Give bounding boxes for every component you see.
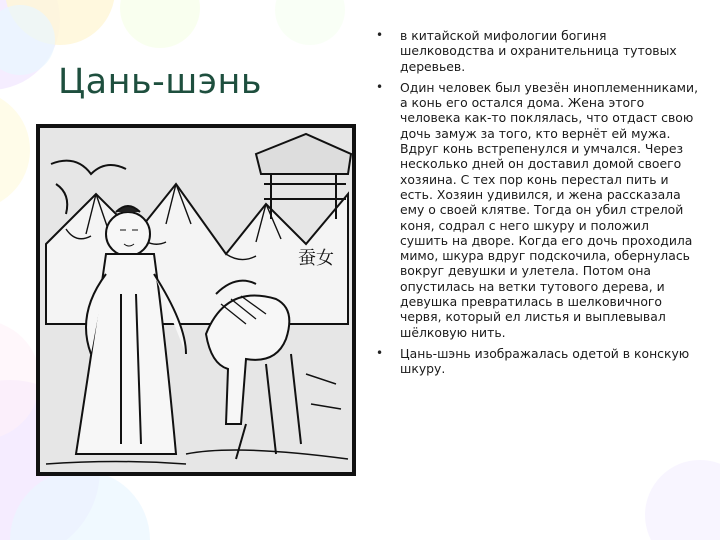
image-caption-glyphs: 蚕女 bbox=[298, 248, 334, 269]
bullet-icon: • bbox=[376, 345, 384, 360]
bullet-text-3: Цань-шэнь изображалась одетой в конскую шкуру. bbox=[400, 345, 690, 377]
bullet-item-1 bbox=[370, 28, 700, 74]
bullet-text-2: Один человек был увезён иноплеменниками, а конь его остался дома. Жена этого человека как-то поклялась, что отдаст свою дочь замуж за того, кто вернёт ей мужа. Вдруг конь встрепенулся и умчался. Через несколько дней он доставил домой своего хозяина. С тех пор конь перестал пить и есть. Хозяин удивился, и жена рассказала ему о своей клятве. Тогда он убил стрелой коня, содрал с него шкуру и положил сушить на дворе. Когда его дочь проходила мимо, шкура вдруг подскочила, обернулась вокруг девушки и улетела. Потом она опустилась на ветки тутового дерева, и девушка превратилась в шелковичного червя, который ел листья и выплевывал шёлковую нить. bbox=[400, 79, 699, 340]
bullet-icon: • bbox=[376, 79, 384, 94]
bullet-list bbox=[370, 28, 700, 383]
bullet-text-1: в китайской мифологии богиня шелководства и охранительница тутовых деревьев. bbox=[400, 28, 677, 74]
bullet-icon: • bbox=[376, 28, 384, 42]
woodcut-goddess-horse-image bbox=[36, 124, 356, 476]
bullet-item-3 bbox=[370, 346, 700, 377]
bullet-item-2 bbox=[370, 80, 700, 340]
slide-title: Цань-шэнь bbox=[58, 62, 263, 102]
